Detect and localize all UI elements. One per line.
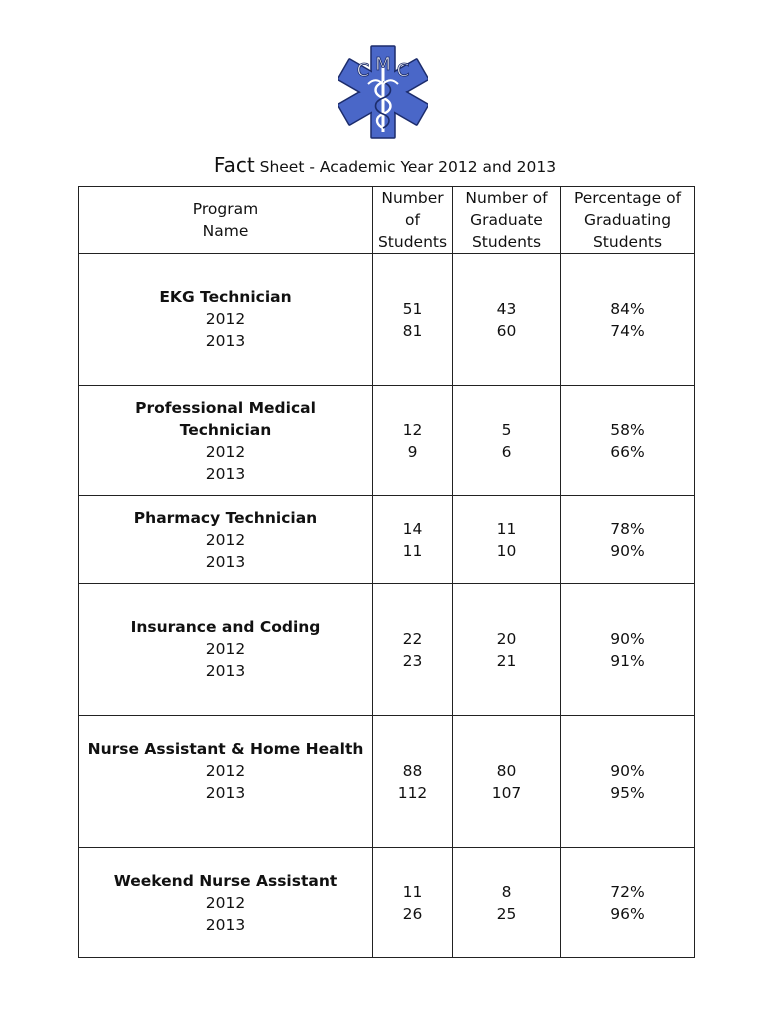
percentage-value: 58% (610, 420, 645, 439)
graduates-cell (453, 716, 561, 848)
program-name-cell (79, 848, 373, 958)
cmc-logo (338, 44, 428, 140)
title-rest: Sheet - Academic Year 2012 and 2013 (254, 158, 557, 176)
year-label: 2012 (205, 531, 246, 549)
percentage-value: 95% (610, 783, 645, 802)
table-row (79, 496, 695, 584)
header-line: Number of (465, 189, 548, 207)
header-line: Graduate (470, 211, 543, 229)
graduates-cell (453, 254, 561, 386)
year-label: 2012 (205, 640, 246, 658)
percentage-value: 74% (610, 321, 645, 340)
program-name-cell (79, 386, 373, 496)
logo-letter: C (356, 60, 370, 81)
percentage-value: 91% (610, 651, 645, 670)
percentage-cell (561, 584, 695, 716)
percentage-value: 66% (610, 442, 645, 461)
header-number-of-graduates (453, 187, 561, 254)
graduates-value: 5 (501, 420, 512, 439)
table-row (79, 716, 695, 848)
percentage-value: 90% (610, 761, 645, 780)
page-title (0, 152, 770, 180)
header-line: Percentage of (573, 189, 682, 207)
header-line: Students (377, 233, 448, 251)
graduates-value: 11 (496, 519, 517, 538)
table-row (79, 584, 695, 716)
header-line: Students (592, 233, 663, 251)
percentage-cell (561, 848, 695, 958)
students-value: 9 (407, 442, 418, 461)
program-name-cell (79, 496, 373, 584)
students-value: 81 (402, 321, 423, 340)
program-name: Pharmacy Technician (133, 509, 318, 527)
year-label: 2013 (205, 465, 246, 483)
students-value: 51 (402, 299, 423, 318)
header-line: Students (471, 233, 542, 251)
students-value: 112 (397, 783, 428, 802)
graduates-value: 20 (496, 629, 517, 648)
year-label: 2012 (205, 310, 246, 328)
header-program-name (79, 187, 373, 254)
percentage-value: 84% (610, 299, 645, 318)
graduates-cell (453, 496, 561, 584)
students-value: 23 (402, 651, 423, 670)
logo-letter: M (375, 54, 391, 75)
year-label: 2012 (205, 443, 246, 461)
students-value: 88 (402, 761, 423, 780)
percentage-cell (561, 254, 695, 386)
program-name-cell (79, 584, 373, 716)
students-cell (373, 496, 453, 584)
header-line: Number (381, 189, 444, 207)
graduates-value: 6 (501, 442, 512, 461)
program-name: Professional Medical (135, 399, 316, 417)
header-line: Program (192, 200, 259, 218)
percentage-value: 96% (610, 904, 645, 923)
year-label: 2013 (205, 662, 246, 680)
program-name-cell (79, 716, 373, 848)
students-value: 12 (402, 420, 423, 439)
students-value: 11 (402, 541, 423, 560)
percentage-cell (561, 716, 695, 848)
program-name: Technician (179, 421, 272, 439)
graduates-value: 43 (496, 299, 517, 318)
graduates-value: 107 (491, 783, 522, 802)
fact-sheet-table (78, 186, 695, 958)
year-label: 2012 (205, 762, 246, 780)
program-name-cell (79, 254, 373, 386)
students-value: 26 (402, 904, 423, 923)
table-row (79, 386, 695, 496)
students-value: 11 (402, 882, 423, 901)
percentage-cell (561, 496, 695, 584)
header-line: of (405, 211, 420, 229)
percentage-cell (561, 386, 695, 496)
header-percentage-graduating (561, 187, 695, 254)
students-cell (373, 386, 453, 496)
students-cell (373, 584, 453, 716)
graduates-value: 80 (496, 761, 517, 780)
table-row (79, 848, 695, 958)
students-value: 22 (402, 629, 423, 648)
graduates-cell (453, 386, 561, 496)
header-number-of-students (373, 187, 453, 254)
percentage-value: 90% (610, 541, 645, 560)
graduates-value: 60 (496, 321, 517, 340)
table-row (79, 254, 695, 386)
year-label: 2013 (205, 332, 246, 350)
program-name: EKG Technician (159, 288, 292, 306)
year-label: 2012 (205, 894, 246, 912)
students-cell (373, 848, 453, 958)
percentage-value: 78% (610, 519, 645, 538)
graduates-cell (453, 584, 561, 716)
students-cell (373, 716, 453, 848)
graduates-value: 25 (496, 904, 517, 923)
graduates-value: 21 (496, 651, 517, 670)
year-label: 2013 (205, 784, 246, 802)
logo-letter: C (396, 60, 410, 81)
graduates-value: 8 (501, 882, 512, 901)
header-line: Graduating (583, 211, 672, 229)
percentage-value: 90% (610, 629, 645, 648)
graduates-cell (453, 848, 561, 958)
header-line: Name (202, 222, 249, 240)
graduates-value: 10 (496, 541, 517, 560)
students-value: 14 (402, 519, 423, 538)
program-name: Weekend Nurse Assistant (113, 872, 338, 890)
students-cell (373, 254, 453, 386)
title-first-word: Fact (213, 153, 255, 177)
program-name: Nurse Assistant & Home Health (87, 740, 364, 758)
percentage-value: 72% (610, 882, 645, 901)
year-label: 2013 (205, 553, 246, 571)
table-header-row (79, 187, 695, 254)
program-name: Insurance and Coding (130, 618, 321, 636)
year-label: 2013 (205, 916, 246, 934)
